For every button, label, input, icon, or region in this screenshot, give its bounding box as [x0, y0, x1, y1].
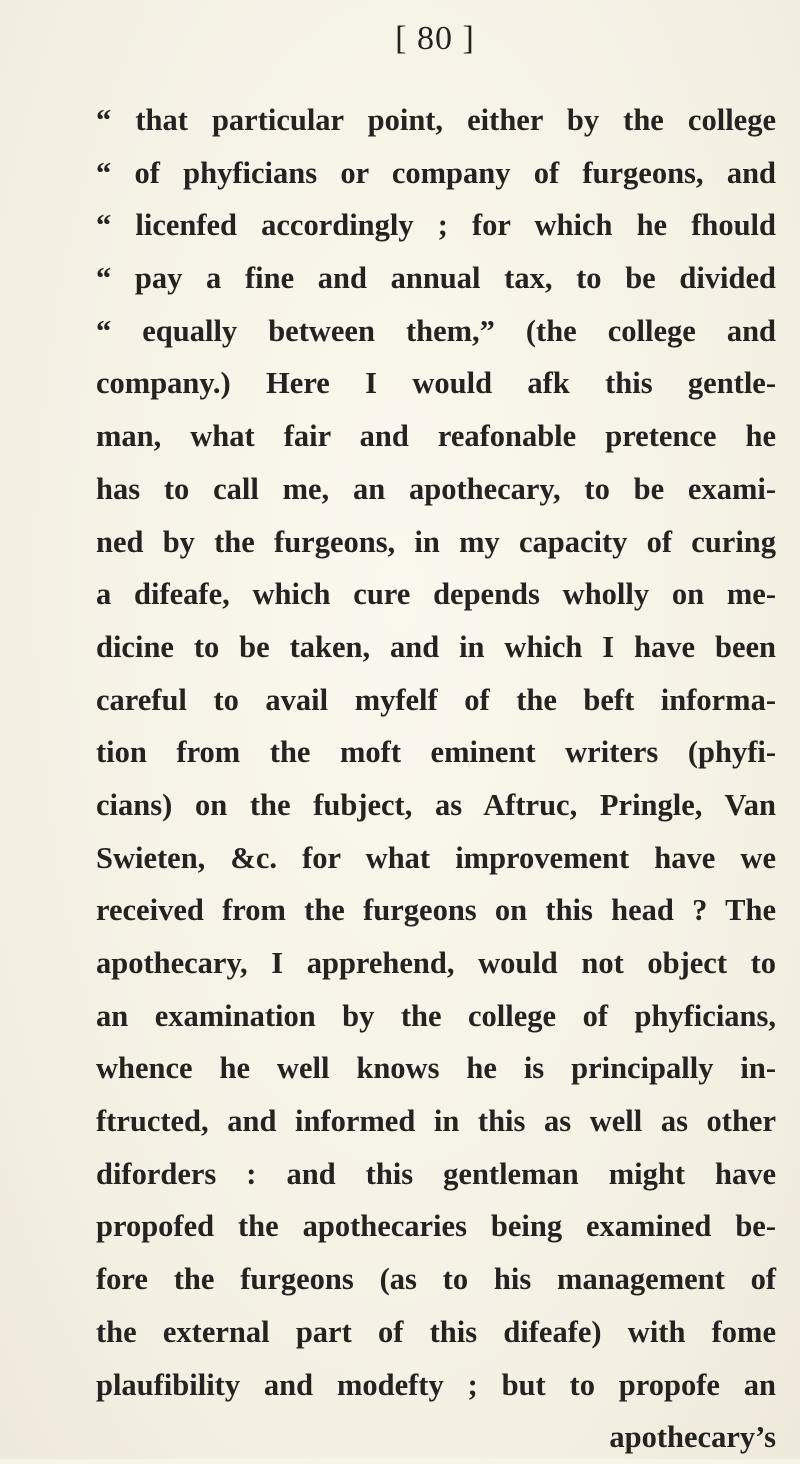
text-line: has to call me, an apothecary, to be exami-: [96, 471, 776, 506]
text-line: “ licenfed accordingly ; for which he fhould: [96, 208, 776, 243]
text-line: tion from the moft eminent writers (phyfi-: [96, 735, 776, 770]
text-line: company.) Here I would afk this gentle-: [96, 366, 776, 401]
text-line: cians) on the fubject, as Aftruc, Pringle, Van: [96, 787, 776, 822]
text-line: ftructed, and informed in this as well as other: [96, 1104, 776, 1139]
body-text: [96, 94, 776, 1411]
text-line: “ pay a fine and annual tax, to be divided: [96, 261, 776, 296]
text-line: ned by the furgeons, in my capacity of curing: [96, 524, 776, 559]
text-line: a difeafe, which cure depends wholly on me-: [96, 577, 776, 612]
catchword-row: [96, 1411, 776, 1464]
text-line: received from the furgeons on this head ? The: [96, 893, 776, 928]
text-line: “ equally between them,” (the college and: [96, 313, 776, 348]
text-line: apothecary, I apprehend, would not object to: [96, 946, 776, 980]
text-line: “ of phyficians or company of furgeons, and: [96, 155, 776, 190]
text-line: fore the furgeons (as to his management of: [96, 1262, 776, 1297]
text-line: careful to avail myfelf of the beft informa-: [96, 682, 776, 717]
text-line: an examination by the college of phyficians,: [96, 998, 776, 1033]
text-line: dicine to be taken, and in which I have been: [96, 629, 776, 664]
text-line: man, what fair and reafonable pretence he: [96, 419, 776, 454]
text-line: diforders : and this gentleman might have: [96, 1156, 776, 1191]
page-number-header: [ 80 ]: [395, 20, 475, 57]
text-line: “ that particular point, either by the college: [96, 103, 776, 137]
text-line: plaufibility and modefty ; but to propofe an: [96, 1367, 776, 1402]
text-line: Swieten, &c. for what improvement have we: [96, 840, 776, 875]
text-line: propofed the apothecaries being examined be-: [96, 1209, 776, 1244]
text-line: whence he well knows he is principally in-: [96, 1051, 776, 1086]
catchword: apothecary’s: [609, 1420, 776, 1454]
text-line: the external part of this difeafe) with fome: [96, 1314, 776, 1349]
